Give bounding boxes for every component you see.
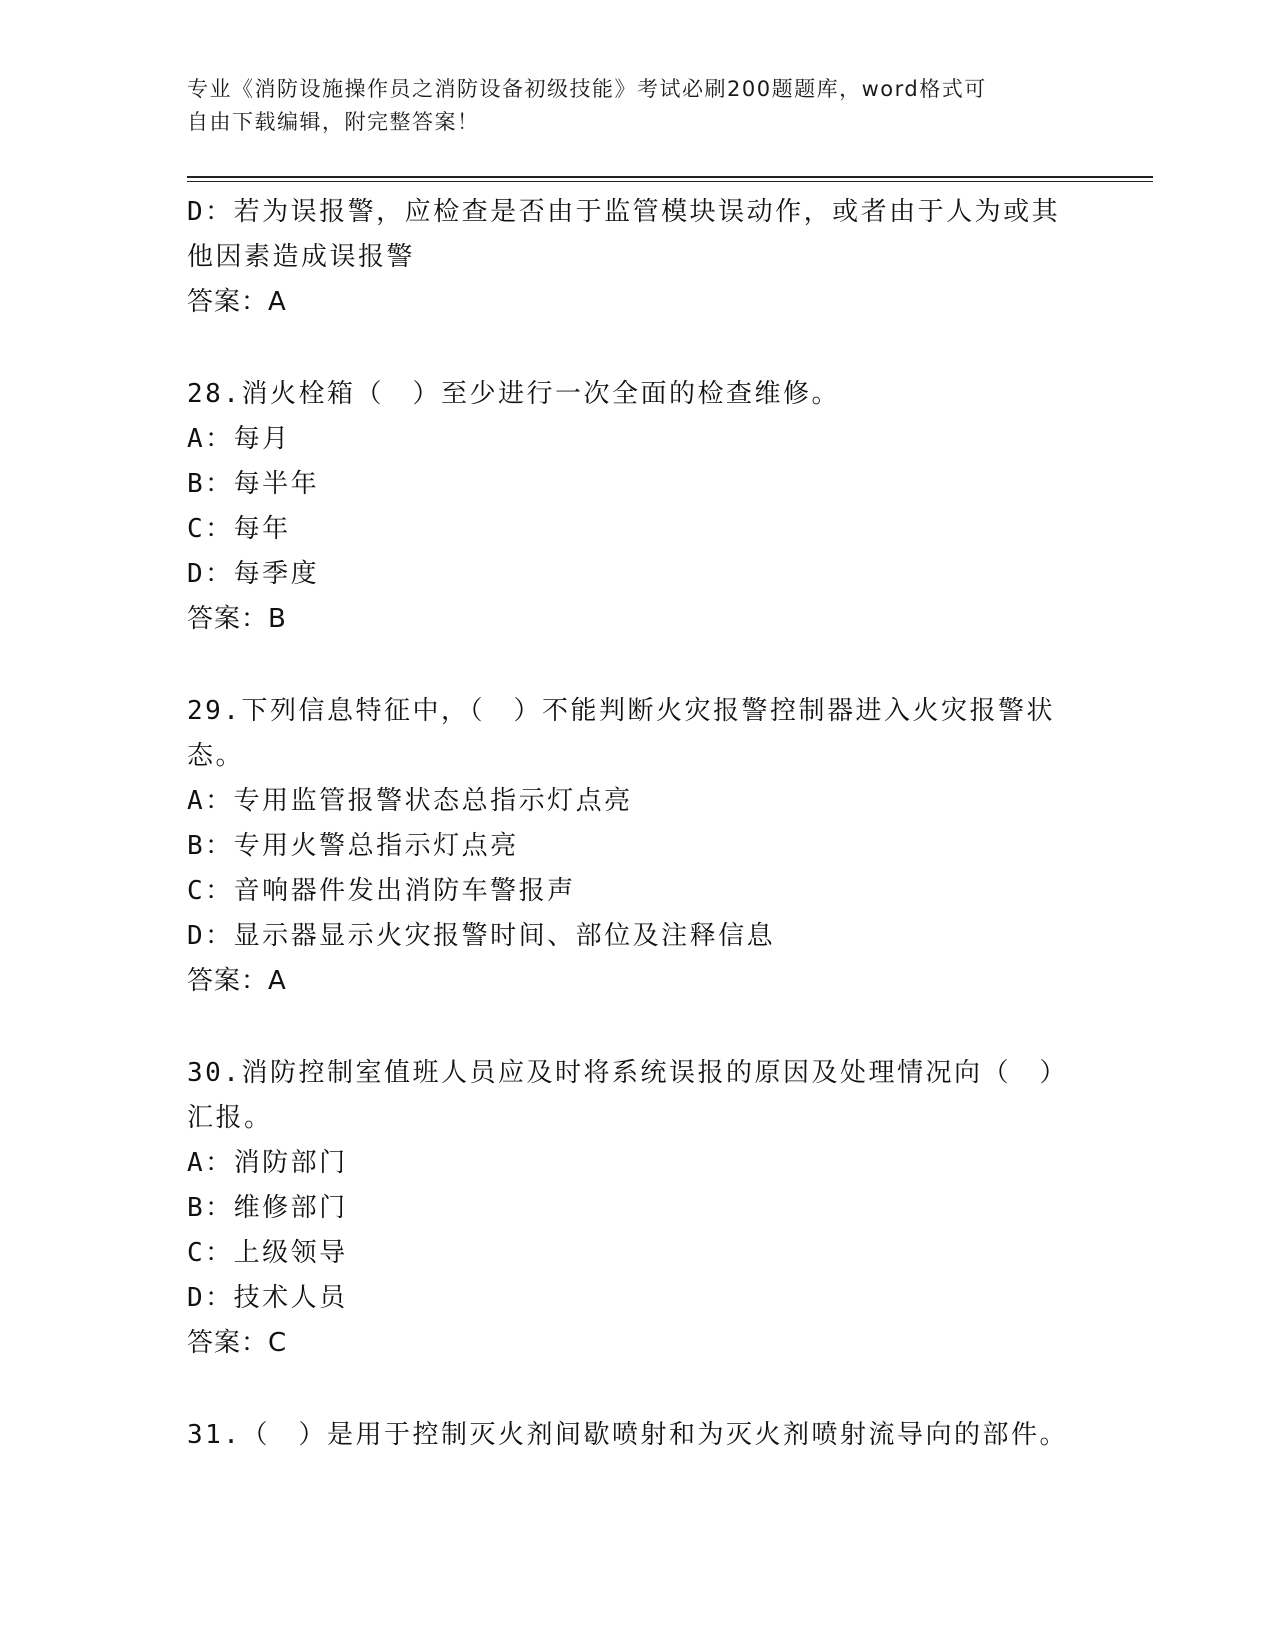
option-a: A：专用监管报警状态总指示灯点亮 — [187, 786, 633, 816]
document-header — [187, 73, 1067, 139]
header-title-line-2: 自由下载编辑，附完整答案！ — [187, 110, 480, 134]
question-stem-line-1: 30.消防控制室值班人员应及时将系统误报的原因及处理情况向（ ） — [187, 1058, 1068, 1088]
option-a: A：每月 — [187, 424, 291, 454]
answer-line: 答案：A — [187, 966, 287, 996]
option-c: C：音响器件发出消防车警报声 — [187, 876, 576, 906]
header-title-line-1: 专业《消防设施操作员之消防设备初级技能》考试必刷200题题库，word格式可 — [187, 77, 987, 101]
option-d: D：技术人员 — [187, 1283, 348, 1313]
question-31 — [187, 1413, 1087, 1458]
option-d: D：每季度 — [187, 559, 320, 589]
question-stem-line-2: 态。 — [187, 741, 245, 771]
previous-question-continuation — [187, 190, 1087, 325]
question-spacer — [187, 1366, 1087, 1413]
option-b: B：每半年 — [187, 469, 320, 499]
option-c: C：上级领导 — [187, 1238, 348, 1268]
answer-line: 答案：B — [187, 604, 287, 634]
option-d: D：显示器显示火灾报警时间、部位及注释信息 — [187, 921, 776, 951]
option-b: B：专用火警总指示灯点亮 — [187, 831, 519, 861]
option-a: A：消防部门 — [187, 1148, 348, 1178]
question-stem: 28.消火栓箱（ ）至少进行一次全面的检查维修。 — [187, 379, 840, 409]
question-spacer — [187, 1004, 1087, 1051]
question-stem-line-1: 29.下列信息特征中，（ ）不能判断火灾报警控制器进入火灾报警状 — [187, 696, 1055, 726]
option-d-line-1: D：若为误报警，应检查是否由于监管模块误动作，或者由于人为或其 — [187, 197, 1061, 227]
answer-line: 答案：A — [187, 287, 287, 317]
question-29 — [187, 689, 1087, 1004]
question-stem-line-2: 汇报。 — [187, 1103, 273, 1133]
question-spacer — [187, 325, 1087, 372]
question-stem: 31.（ ）是用于控制灭火剂间歇喷射和为灭火剂喷射流导向的部件。 — [187, 1420, 1068, 1450]
header-divider-thin — [187, 181, 1153, 182]
question-28 — [187, 372, 1087, 642]
question-30 — [187, 1051, 1087, 1366]
question-spacer — [187, 642, 1087, 689]
option-b: B：维修部门 — [187, 1193, 348, 1223]
option-d-line-2: 他因素造成误报警 — [187, 242, 416, 272]
question-content — [187, 190, 1087, 1458]
header-divider-thick — [187, 176, 1153, 178]
option-c: C：每年 — [187, 514, 291, 544]
answer-line: 答案：C — [187, 1328, 288, 1358]
